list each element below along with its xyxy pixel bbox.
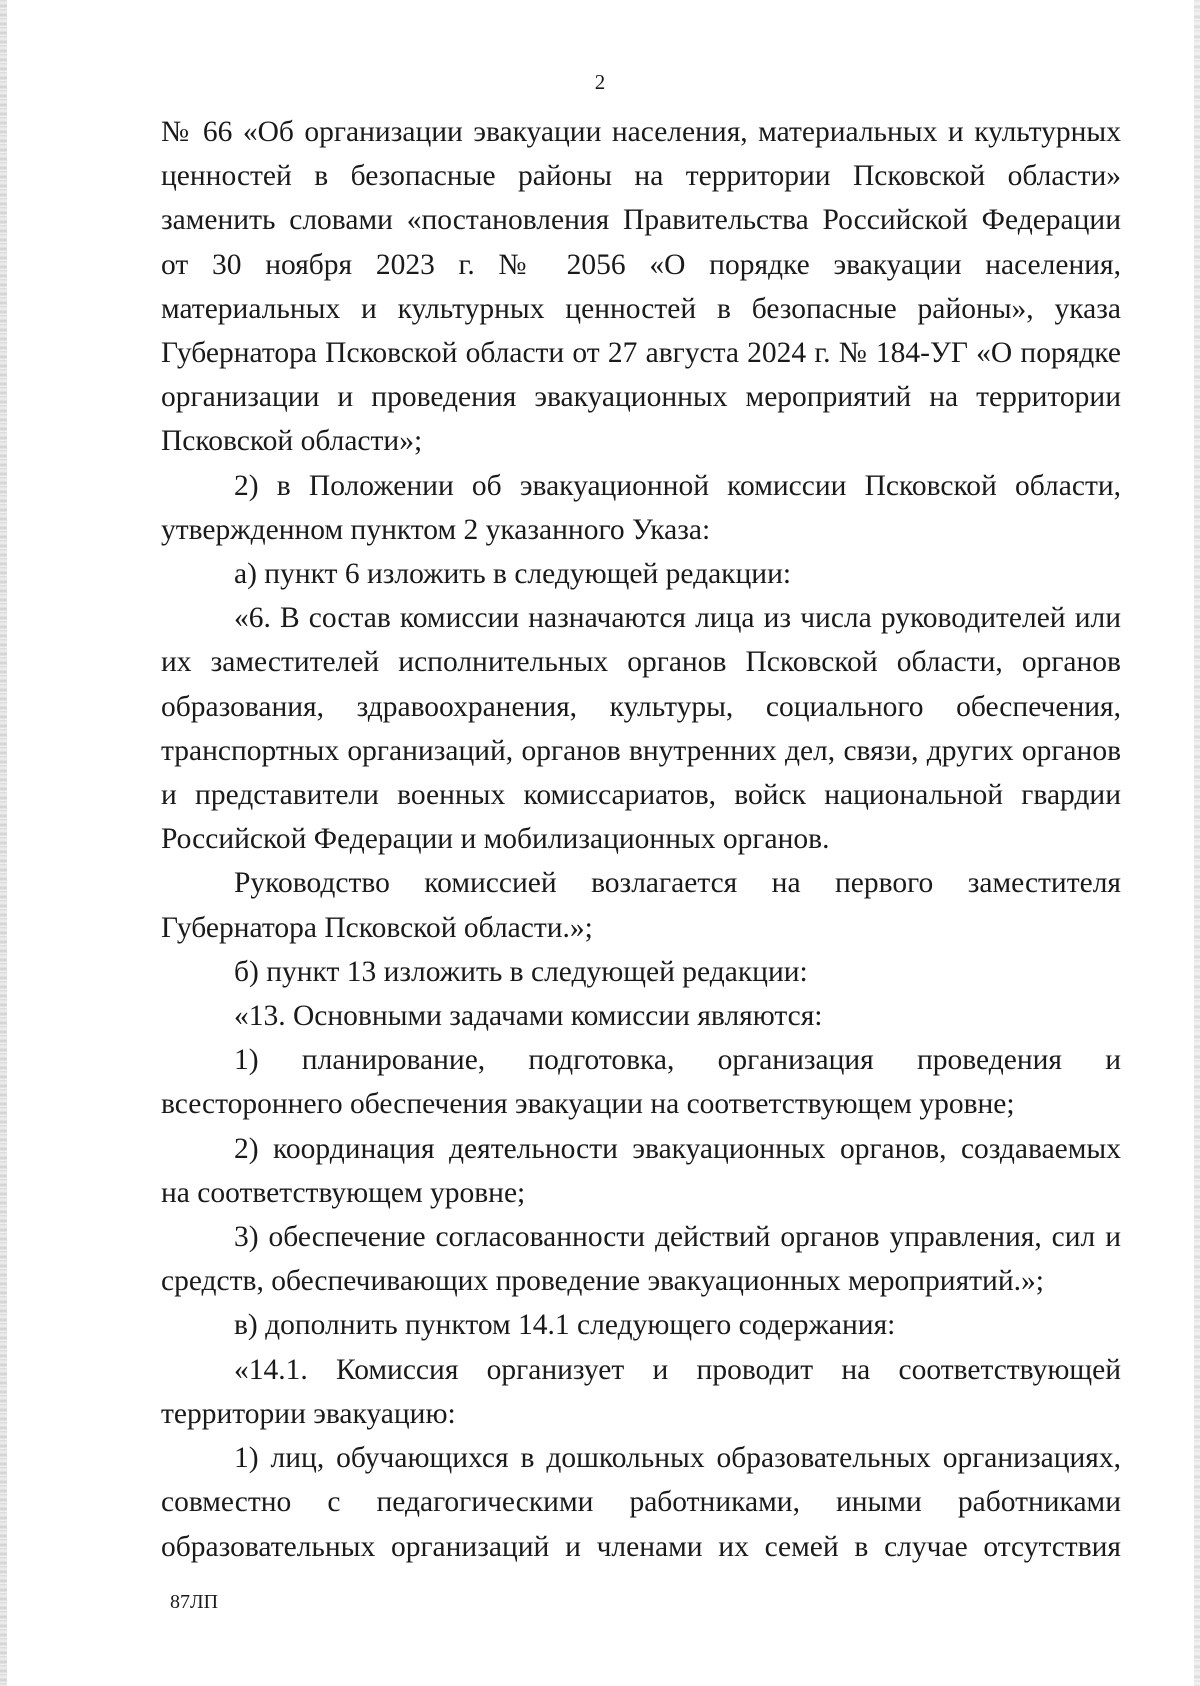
document-body	[161, 110, 1121, 1569]
scan-edge-right	[1194, 0, 1200, 1686]
paragraph-item-2: 2) в Положении об эвакуационной комиссии Псковской области, утвержденном пунктом 2 указанного Указа:	[161, 469, 1121, 546]
paragraph-task-2: 2) координация деятельности эвакуационных органов, создаваемых на соответствующем уровне;	[161, 1132, 1121, 1209]
paragraph-subitem-b: б) пункт 13 изложить в следующей редакции:	[234, 955, 808, 988]
paragraph-subitem-a: а) пункт 6 изложить в следующей редакции:	[234, 558, 792, 591]
document-code: 87ЛП	[170, 1591, 219, 1613]
paragraph-subitem-v: в) дополнить пунктом 14.1 следующего содержания:	[234, 1309, 896, 1342]
scan-edge-left	[0, 0, 7, 1686]
page-number: 2	[594, 70, 606, 94]
paragraph-leadership: Руководство комиссией возлагается на первого заместителя Губернатора Псковской области.»;	[161, 867, 1121, 944]
paragraph-task-1: 1) планирование, подготовка, организация проведения и всестороннего обеспечения эвакуации на соответствующем уровне;	[161, 1044, 1121, 1121]
paragraph-task-3: 3) обеспечение согласованности действий органов управления, сил и средств, обеспечивающих проведение эвакуационных мероприятий.»;	[161, 1221, 1121, 1298]
paragraph-evacuation-1: 1) лиц, обучающихся в дошкольных образовательных организациях, совместно с педагогическими работниками, иными работниками образовательных организаций и членами их семей в случае отсутствия	[161, 1442, 1121, 1563]
paragraph-point-14-1: «14.1. Комиссия организует и проводит на соответствующей территории эвакуацию:	[161, 1353, 1121, 1430]
paragraph-point-6: «6. В состав комиссии назначаются лица из числа руководителей или их заместителей исполнительных органов Псковской области, органов образования, здравоохранения, культуры, социального обеспечения, транспортных организаций, органов внутренних дел, связи, других органов и представители военных комиссариатов, войск национальной гвардии Российской Федерации и мобилизационных органов.	[161, 602, 1121, 856]
paragraph-point-13: «13. Основными задачами комиссии являются:	[234, 1000, 823, 1033]
paragraph-continuation: № 66 «Об организации эвакуации населения, материальных и культурных ценностей в безопасные районы на территории Псковской области» заменить словами «постановления Правительства Российской Федерации от 30 ноября 2023 г. № 2056 «О порядке эвакуации населения, материальных и культурных ценностей в безопасные районы», указа Губернатора Псковской области от 27 августа 2024 г. № 184-УГ «О порядке организации и проведения эвакуационных мероприятий на территории Псковской области»;	[161, 116, 1121, 458]
